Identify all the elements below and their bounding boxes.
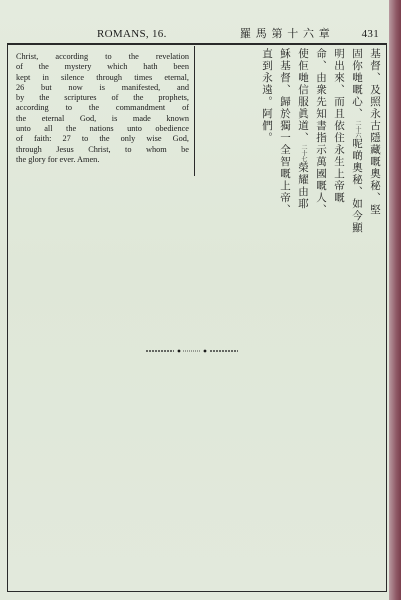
- verse-number: 二十六: [354, 120, 361, 138]
- chinese-column: [333, 48, 345, 204]
- english-text-block: [16, 52, 189, 165]
- chinese-column: [369, 48, 381, 216]
- chinese-text: 明出來、而且依住永生上帝嘅: [333, 48, 345, 204]
- running-head-english: ROMANS, 16.: [97, 28, 167, 40]
- english-line: unto all the nations unto obedience: [16, 124, 189, 134]
- chinese-text: 直到永遠。阿們。: [261, 48, 273, 144]
- column-divider: [194, 46, 195, 176]
- page-number: 431: [361, 28, 379, 40]
- english-line: by the scriptures of the prophets,: [16, 93, 189, 103]
- chinese-text: 呢啲奧秘、如今顯: [351, 138, 363, 234]
- book-spine-edge: [389, 0, 401, 600]
- chinese-text: 固你哋嘅心、: [351, 48, 363, 120]
- chinese-column: [261, 48, 273, 188]
- english-line: of faith: 27 to the only wise God,: [16, 134, 189, 144]
- chinese-column: [279, 48, 291, 216]
- english-line: of the mystery which hath been: [16, 62, 189, 72]
- chinese-column: [315, 48, 327, 216]
- chinese-text-block: [261, 48, 381, 234]
- english-line: kept in silence through times eternal,: [16, 72, 189, 82]
- english-line: through Jesus Christ, to whom be: [16, 144, 189, 154]
- running-head-chinese: 羅 馬 第 十 六 章: [240, 28, 331, 40]
- english-line: according to the commandment of: [16, 103, 189, 113]
- chinese-column: [351, 48, 363, 234]
- chinese-text: 基督、及照永古隱藏嘅奧秘、堅: [369, 48, 381, 216]
- english-line: 26 but now is manifested, and: [16, 82, 189, 92]
- chinese-text: 榮耀由耶: [297, 162, 309, 210]
- verse-number: 二十七: [300, 144, 307, 162]
- chinese-column: [297, 48, 309, 210]
- chinese-text: 使佢哋信服眞道、: [297, 48, 309, 144]
- english-line: the glory for ever. Amen.: [16, 154, 100, 164]
- chinese-text: 穌基督、歸於獨一全智嘅上帝、: [279, 48, 291, 216]
- english-line: Christ, according to the revelation: [16, 52, 189, 61]
- english-line: the eternal God, is made known: [16, 113, 189, 123]
- chinese-text: 命、由衆先知書指示萬國嘅人、: [315, 48, 327, 216]
- end-ornament: [146, 348, 238, 354]
